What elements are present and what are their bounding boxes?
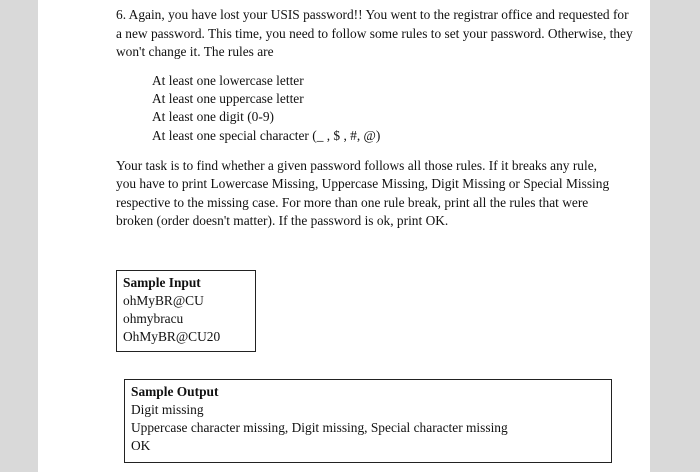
sample-input-line: ohmybracu xyxy=(123,311,184,326)
sample-output-line: Digit missing xyxy=(131,402,204,417)
sample-output-line: Uppercase character missing, Digit missing, Special character missing xyxy=(131,420,508,435)
rule-item: At least one uppercase letter xyxy=(152,91,304,107)
task-description: Your task is to find whether a given password follows all those rules. If it breaks any rule, you have to print Lowercase Missing, Uppercase Missing, Digit Missing or Special Missing respective to the missing case. For more than one rule break, print all the rules that were broken (order doesn't matter). If the password is ok, print OK. xyxy=(116,158,610,229)
sample-input-line: OhMyBR@CU20 xyxy=(123,329,221,344)
sample-input-title: Sample Input xyxy=(123,275,201,290)
rule-item: At least one special character (_ , $ , #, @) xyxy=(152,127,381,143)
sample-input-line: ohMyBR@CU xyxy=(123,293,204,308)
sample-output-line: OK xyxy=(131,438,151,453)
sample-output-title: Sample Output xyxy=(131,384,219,399)
sample-input-box xyxy=(116,270,256,352)
rule-item: At least one digit (0-9) xyxy=(152,109,274,125)
question-text: 6. Again, you have lost your USIS password!! You went to the registrar office and requested for a new password. This time, you need to follow some rules to set your password. Otherwise, they won't change it. The rules are xyxy=(116,7,633,59)
sample-output-box xyxy=(124,379,612,463)
rule-item: At least one lowercase letter xyxy=(152,73,304,88)
rules-list xyxy=(152,72,380,145)
document-page xyxy=(38,0,650,472)
